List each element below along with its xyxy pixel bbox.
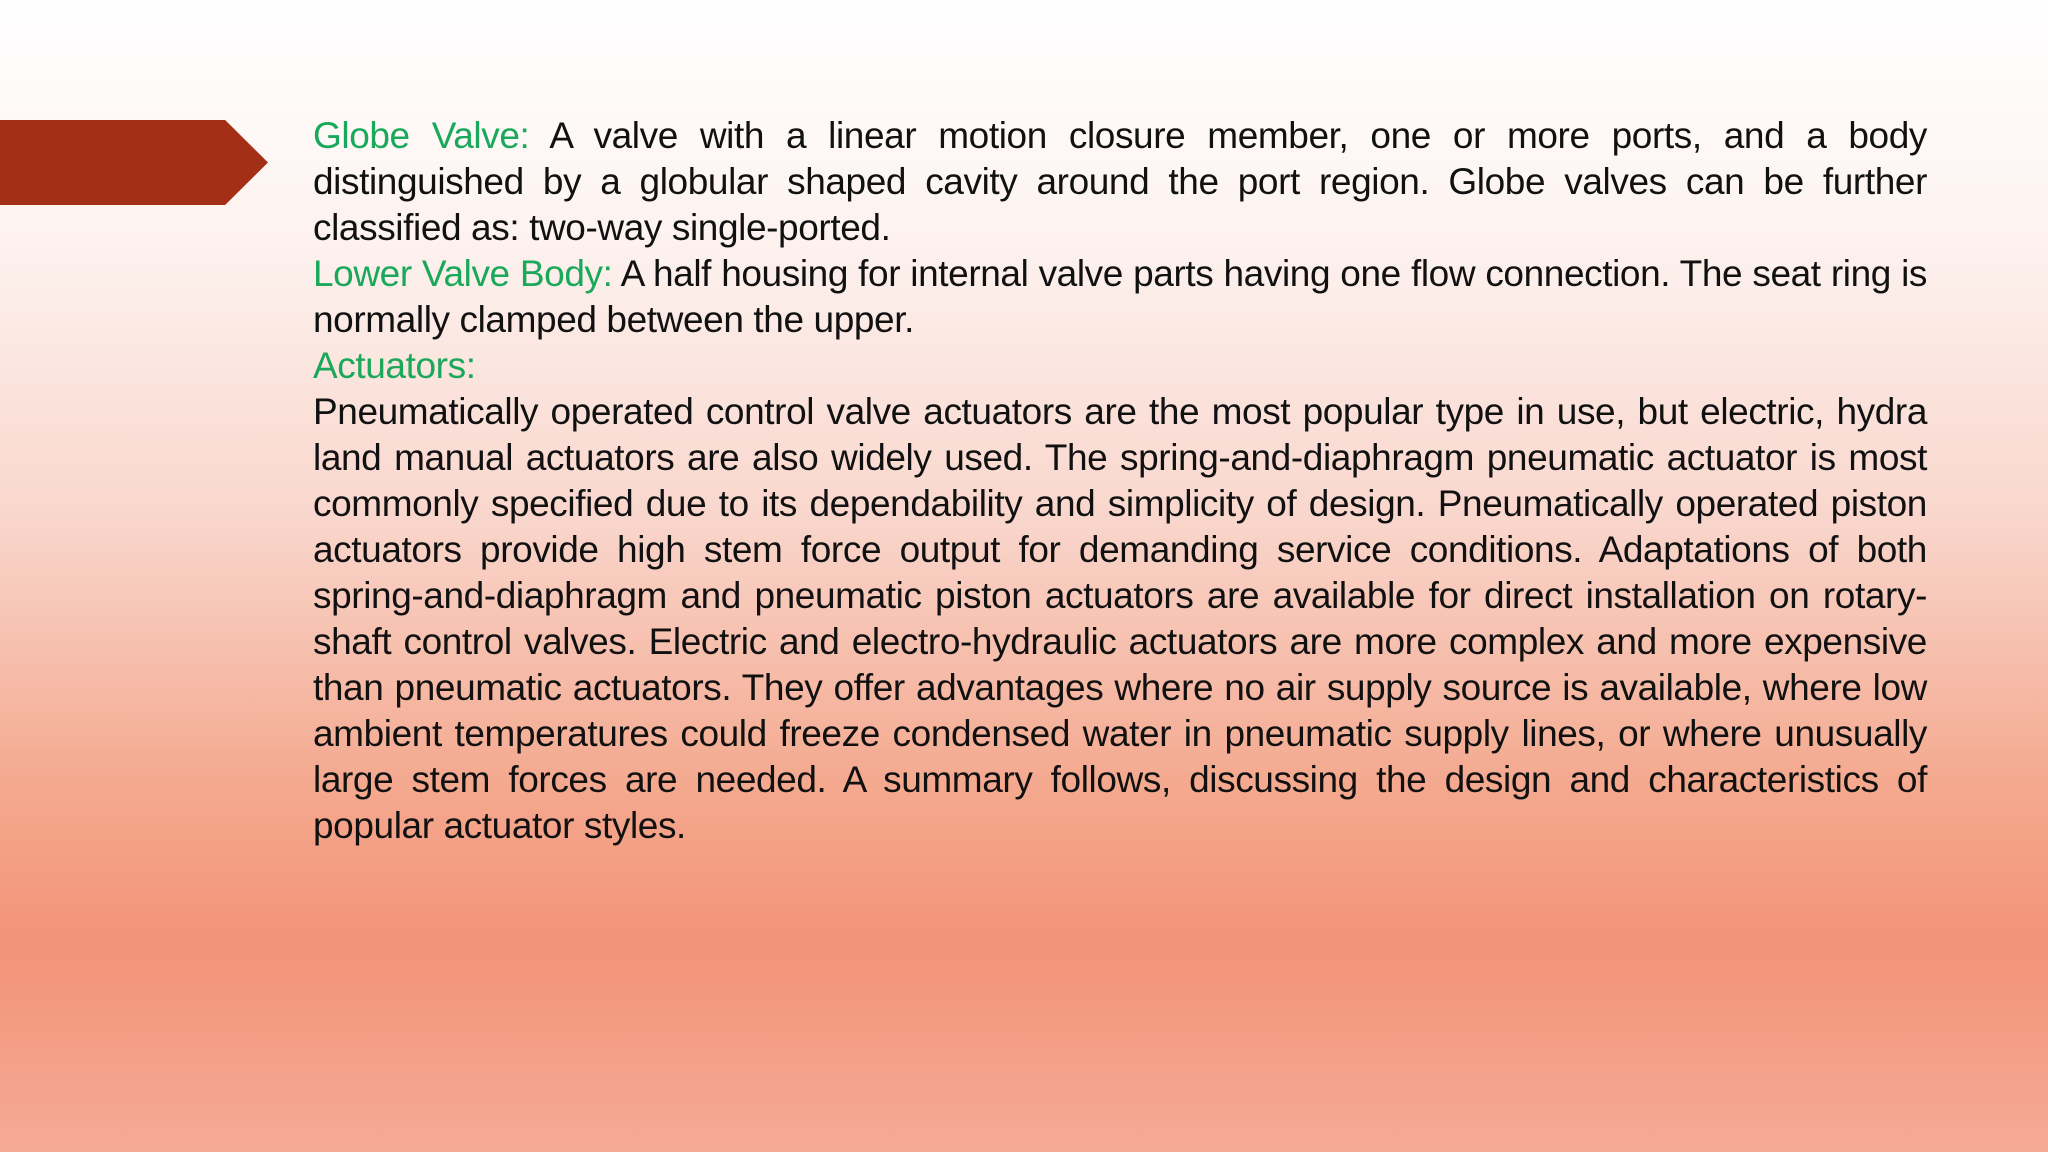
lower-valve-body-term: Lower Valve Body: [313,253,613,294]
lower-valve-body-paragraph [313,251,1927,343]
actuators-paragraph: Pneumatically operated control valve actuators are the most popular type in use, but electric, hydra land manual actuators are also widely used. The spring-and-diaphragm pneumatic actuator is most commonly specified due to its dependability and simplicity of design. Pneumatically operated piston actuators provide high stem force output for demanding service conditions. Adaptations of both spring-and-diaphragm and pneumatic piston actuators are available for direct installation on rotary-shaft control valves. Electric and electro-hydraulic actuators are more complex and more expensive than pneumatic actuators. They offer advantages where no air supply source is available, where low ambient temperatures could freeze condensed water in pneumatic supply lines, or where unusually large stem forces are needed. A summary follows, discussing the design and characteristics of popular actuator styles. [313,391,1927,846]
lower-valve-body-definition: A half housing for internal valve parts having one flow connection. The seat ring is normally clamped between the upper. [313,253,1927,340]
slide-body [313,113,1927,849]
arrow-banner-decoration [0,120,268,205]
globe-valve-paragraph [313,113,1927,251]
globe-valve-term: Globe Valve: [313,115,530,156]
actuators-heading: Actuators: [313,345,476,386]
globe-valve-definition: A valve with a linear motion closure member, one or more ports, and a body distinguished by a globular shaped cavity around the port region. Globe valves can be further classified as: two-way single-ported. [313,115,1927,248]
